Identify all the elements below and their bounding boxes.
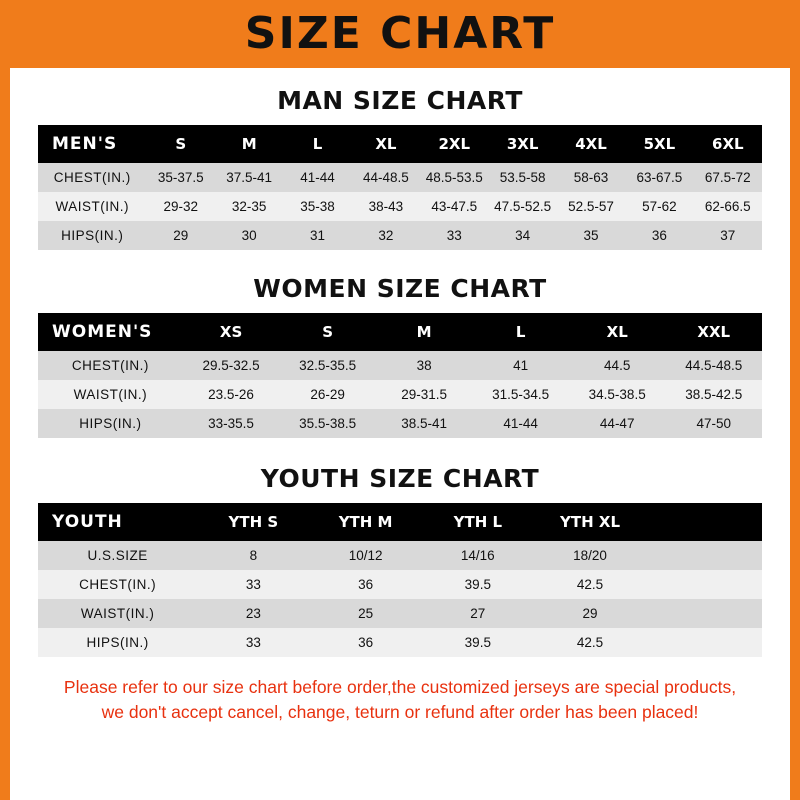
cell: 35.5-38.5 [279,409,376,438]
cell: 47.5-52.5 [488,192,556,221]
col-header: YTH XL [534,503,646,541]
cell: 35-38 [283,192,351,221]
cell: 63-67.5 [625,163,693,192]
page-title: SIZE CHART [244,8,556,59]
col-header: 4XL [557,125,625,163]
cell: 27 [422,599,534,628]
cell: 31.5-34.5 [472,380,569,409]
row-header: HIPS(IN.) [38,628,197,657]
women-section-title: WOMEN SIZE CHART [253,274,547,303]
cell: 41-44 [472,409,569,438]
man-section-title: MAN SIZE CHART [277,86,523,115]
row-header: WAIST(IN.) [38,380,183,409]
cell [704,628,762,657]
cell: 29 [534,599,646,628]
notice-line-1: Please refer to our size chart before order,the customized jerseys are special products, [63,677,737,697]
col-header [704,503,762,541]
row-header: WAIST(IN.) [38,599,197,628]
cell: 36 [309,570,421,599]
cell: 36 [309,628,421,657]
cell: 48.5-53.5 [420,163,488,192]
cell: 23 [197,599,309,628]
cell: 67.5-72 [694,163,762,192]
cell [704,541,762,570]
col-header: MEN'S [38,125,147,163]
cell: 34 [488,221,556,250]
cell: 29.5-32.5 [183,351,280,380]
col-header: 2XL [420,125,488,163]
cell: 10/12 [309,541,421,570]
col-header: 5XL [625,125,693,163]
cell: 39.5 [422,570,534,599]
cell: 29 [147,221,215,250]
notice-line-2: we don't accept cancel, change, teturn or refund after order has been placed! [101,702,699,723]
table-row [38,380,762,409]
cell: 52.5-57 [557,192,625,221]
cell: 33 [197,628,309,657]
table-row [38,192,762,221]
col-header: XL [569,313,666,351]
cell: 39.5 [422,628,534,657]
cell [646,628,704,657]
cell: 37 [694,221,762,250]
cell: 44.5 [569,351,666,380]
col-header: 6XL [694,125,762,163]
col-header: S [279,313,376,351]
col-header: YTH L [422,503,534,541]
col-header: YTH S [197,503,309,541]
cell [646,570,704,599]
col-header [646,503,704,541]
cell: 57-62 [625,192,693,221]
col-header: S [147,125,215,163]
col-header: 3XL [488,125,556,163]
cell: 44-48.5 [352,163,420,192]
row-header: U.S.SIZE [38,541,197,570]
table-header-row [38,503,762,541]
col-header: L [283,125,351,163]
cell: 37.5-41 [215,163,283,192]
cell: 53.5-58 [488,163,556,192]
col-header: L [472,313,569,351]
row-header: CHEST(IN.) [38,351,183,380]
cell: 41 [472,351,569,380]
row-header: HIPS(IN.) [38,221,147,250]
col-header: M [376,313,473,351]
col-header: XL [352,125,420,163]
cell: 29-31.5 [376,380,473,409]
page-banner [0,0,800,68]
table-row [38,628,762,657]
cell: 44-47 [569,409,666,438]
col-header: XS [183,313,280,351]
cell: 30 [215,221,283,250]
row-header: CHEST(IN.) [38,163,147,192]
cell: 38-43 [352,192,420,221]
cell: 18/20 [534,541,646,570]
cell [704,599,762,628]
cell: 32.5-35.5 [279,351,376,380]
cell [646,541,704,570]
col-header: YOUTH [38,503,197,541]
table-row [38,409,762,438]
cell: 33-35.5 [183,409,280,438]
cell: 42.5 [534,628,646,657]
cell: 35 [557,221,625,250]
cell: 43-47.5 [420,192,488,221]
table-header-row [38,313,762,351]
table-row [38,351,762,380]
col-header: M [215,125,283,163]
youth-size-table [38,503,762,657]
table-row [38,541,762,570]
cell: 38.5-41 [376,409,473,438]
table-row [38,163,762,192]
cell: 14/16 [422,541,534,570]
order-notice [38,675,762,726]
col-header: WOMEN'S [38,313,183,351]
col-header: YTH M [309,503,421,541]
cell: 32 [352,221,420,250]
women-size-table [38,313,762,438]
cell: 23.5-26 [183,380,280,409]
col-header: XXL [665,313,762,351]
cell: 26-29 [279,380,376,409]
cell: 25 [309,599,421,628]
cell: 8 [197,541,309,570]
table-header-row [38,125,762,163]
cell: 38.5-42.5 [665,380,762,409]
cell: 33 [420,221,488,250]
cell: 33 [197,570,309,599]
row-header: CHEST(IN.) [38,570,197,599]
cell: 34.5-38.5 [569,380,666,409]
chart-content [10,86,790,726]
cell: 32-35 [215,192,283,221]
cell: 35-37.5 [147,163,215,192]
table-row [38,221,762,250]
cell: 29-32 [147,192,215,221]
cell: 36 [625,221,693,250]
youth-section-title: YOUTH SIZE CHART [260,464,540,493]
cell: 58-63 [557,163,625,192]
cell: 31 [283,221,351,250]
row-header: HIPS(IN.) [38,409,183,438]
man-size-table [38,125,762,250]
cell [646,599,704,628]
table-row [38,570,762,599]
cell: 38 [376,351,473,380]
cell: 41-44 [283,163,351,192]
cell: 42.5 [534,570,646,599]
table-row [38,599,762,628]
cell: 62-66.5 [694,192,762,221]
row-header: WAIST(IN.) [38,192,147,221]
cell [704,570,762,599]
cell: 47-50 [665,409,762,438]
cell: 44.5-48.5 [665,351,762,380]
